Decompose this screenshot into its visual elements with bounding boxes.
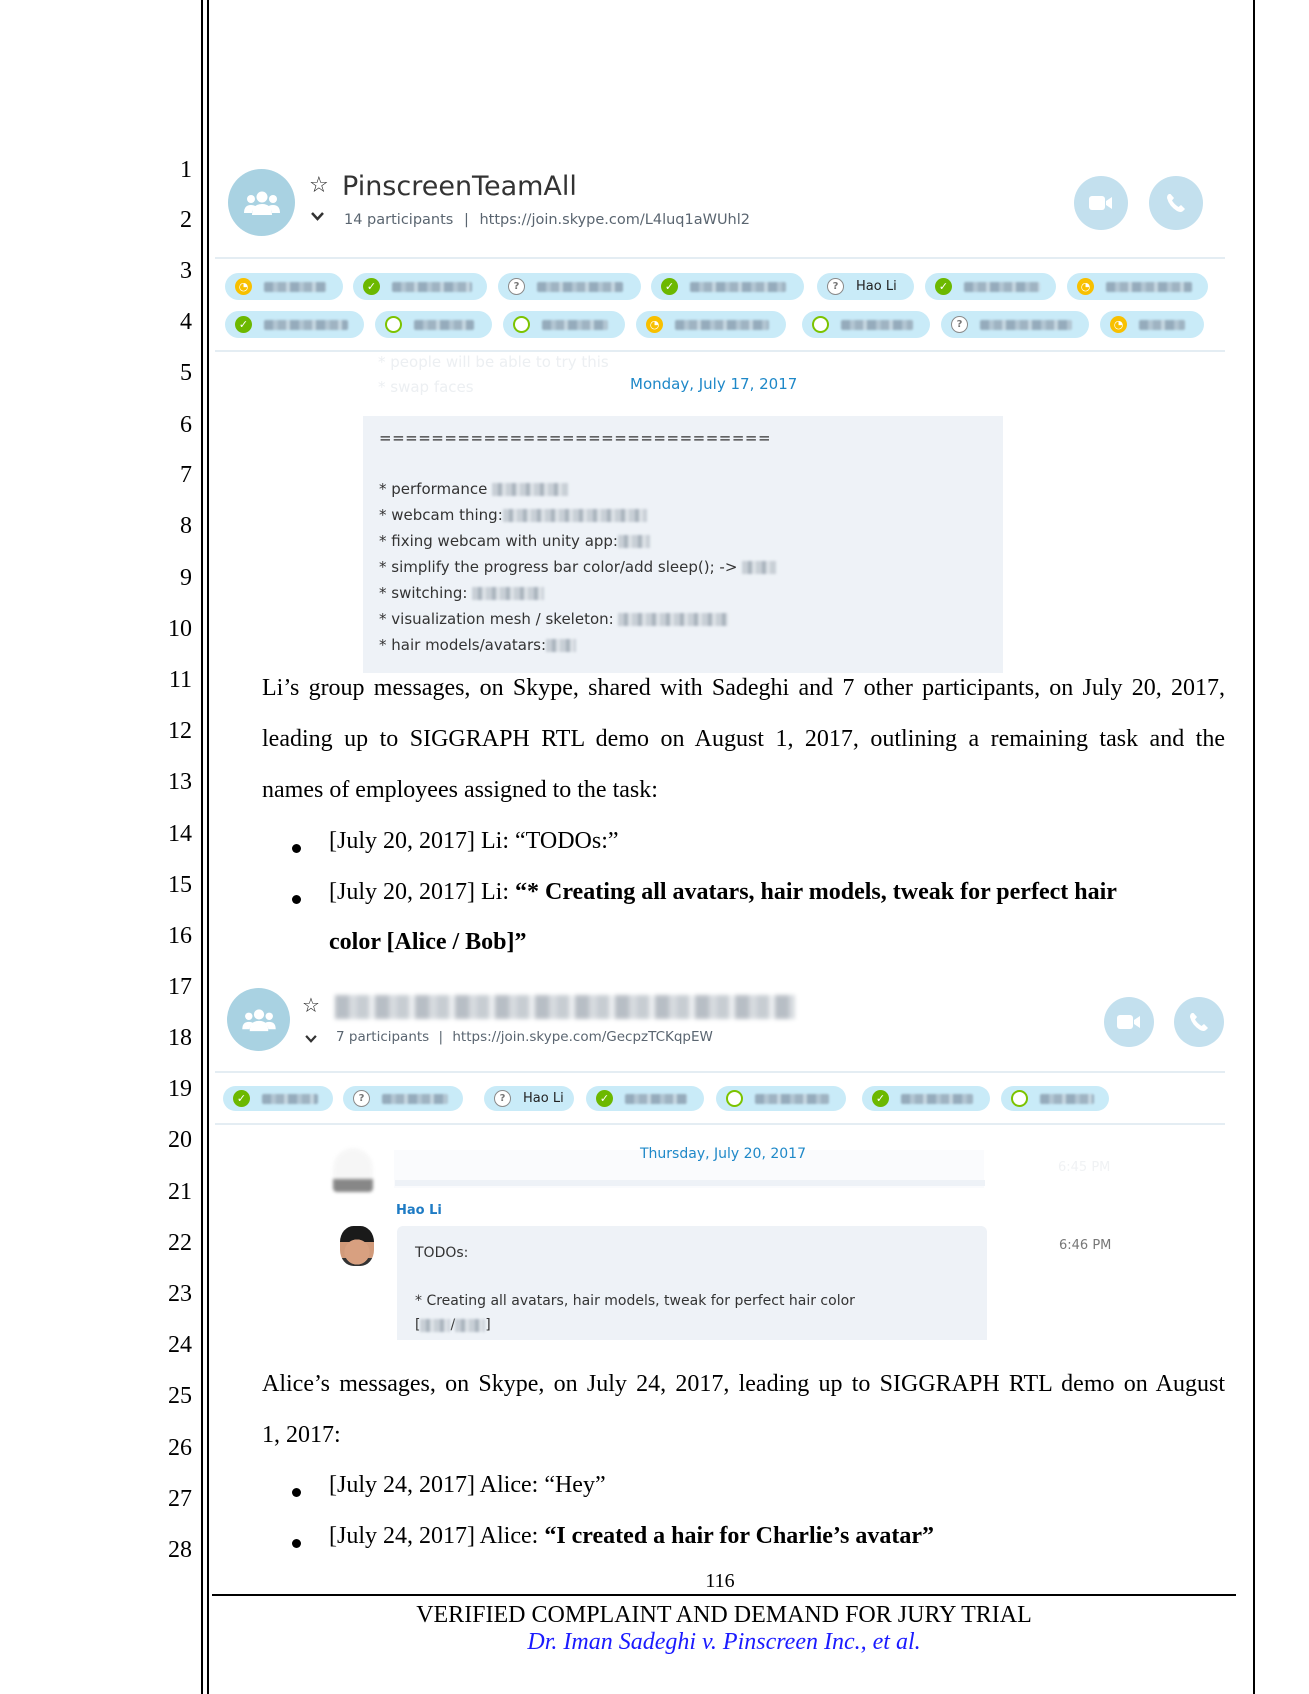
message-item bbox=[379, 506, 647, 524]
redacted-name bbox=[1040, 1094, 1094, 1104]
offline-status-icon bbox=[513, 316, 530, 333]
message-item bbox=[379, 558, 776, 576]
date-separator: Monday, July 17, 2017 bbox=[630, 375, 798, 393]
video-call-icon bbox=[1117, 1015, 1141, 1029]
line-number: 5 bbox=[180, 360, 192, 386]
line-number: 25 bbox=[168, 1383, 192, 1409]
line-number: 20 bbox=[168, 1127, 192, 1153]
video-call-icon bbox=[1089, 196, 1113, 210]
redacted-name bbox=[264, 320, 348, 330]
away-clock-icon: ◔ bbox=[646, 316, 663, 333]
line-number: 6 bbox=[180, 412, 192, 438]
offline-status-icon bbox=[726, 1090, 743, 1107]
participant-chip[interactable] bbox=[941, 311, 1089, 338]
redacted-name bbox=[1139, 320, 1185, 330]
page-number: 116 bbox=[705, 1570, 735, 1592]
line-number: 15 bbox=[168, 872, 192, 898]
away-clock-icon: ◔ bbox=[235, 278, 252, 295]
line-number: 10 bbox=[168, 616, 192, 642]
participant-chip[interactable] bbox=[225, 273, 343, 300]
header-divider bbox=[215, 1071, 1225, 1073]
line-number: 7 bbox=[180, 462, 192, 488]
redacted-name bbox=[264, 282, 326, 292]
phone-call-icon bbox=[1188, 1011, 1210, 1033]
redacted-name bbox=[675, 320, 769, 330]
task-text: * performance bbox=[379, 480, 488, 498]
redacted-name bbox=[542, 320, 608, 330]
redacted-name bbox=[964, 282, 1040, 292]
line-number: 3 bbox=[180, 258, 192, 284]
redacted-assignee bbox=[618, 535, 650, 548]
video-call-button[interactable] bbox=[1074, 176, 1128, 230]
audio-call-button[interactable] bbox=[1149, 176, 1203, 230]
line-number: 4 bbox=[180, 309, 192, 335]
group-icon bbox=[243, 189, 281, 217]
paragraph-line: Alice’s messages, on Skype, on July 24, 2017, leading up to SIGGRAPH RTL demo on August bbox=[262, 1371, 1225, 1397]
task-text: * fixing webcam with unity app: bbox=[379, 532, 618, 550]
participant-chip[interactable] bbox=[343, 1086, 463, 1111]
task-text: * switching: bbox=[379, 584, 468, 602]
footer-title: VERIFIED COMPLAINT AND DEMAND FOR JURY TRIAL bbox=[416, 1602, 1032, 1628]
chevron-down-icon bbox=[305, 1035, 317, 1043]
line-number: 22 bbox=[168, 1230, 192, 1256]
online-check-icon: ✓ bbox=[661, 278, 678, 295]
participant-chip[interactable] bbox=[353, 273, 487, 300]
expand-chevron-button[interactable] bbox=[305, 1030, 317, 1048]
redacted-name bbox=[1106, 282, 1192, 292]
redacted-name bbox=[414, 320, 474, 330]
redacted-name bbox=[625, 1094, 687, 1104]
join-link[interactable]: https://join.skype.com/GecpzTCKqpEW bbox=[452, 1029, 713, 1045]
message-item bbox=[379, 480, 568, 498]
participant-count[interactable]: 7 participants bbox=[336, 1029, 430, 1045]
online-check-icon: ✓ bbox=[235, 316, 252, 333]
offline-status-icon bbox=[1011, 1090, 1028, 1107]
unknown-status-icon: ? bbox=[353, 1090, 370, 1107]
redacted-name bbox=[755, 1094, 829, 1104]
participant-chip[interactable] bbox=[503, 311, 625, 338]
bullet-quote-bold: “I created a hair for Charlie’s avatar” bbox=[544, 1523, 935, 1549]
participant-name: Hao Li bbox=[523, 1091, 564, 1106]
line-number: 24 bbox=[168, 1332, 192, 1358]
redacted-assignee bbox=[420, 1319, 450, 1332]
faded-time: 6:45 PM bbox=[1058, 1160, 1111, 1175]
chips-divider bbox=[215, 1123, 1225, 1125]
online-check-icon: ✓ bbox=[596, 1090, 613, 1107]
participant-chip[interactable] bbox=[375, 311, 492, 338]
redacted-assignee bbox=[455, 1319, 485, 1332]
bullet-icon bbox=[292, 1539, 301, 1548]
bullet-prefix: [July 24, 2017] Alice: bbox=[329, 1523, 545, 1549]
unknown-status-icon: ? bbox=[827, 278, 844, 295]
message-time: 6:46 PM bbox=[1059, 1238, 1112, 1253]
task-text: * webcam thing: bbox=[379, 506, 503, 524]
line-number: 1 bbox=[180, 157, 192, 183]
bullet-item bbox=[329, 1524, 934, 1548]
group-icon bbox=[241, 1007, 277, 1033]
conversation-meta bbox=[344, 212, 750, 228]
conversation-title: PinscreenTeamAll bbox=[342, 171, 577, 202]
message-bubble bbox=[363, 416, 1003, 673]
line-number: 16 bbox=[168, 923, 192, 949]
redacted-name bbox=[690, 282, 786, 292]
redacted-assignee bbox=[618, 613, 728, 626]
offline-status-icon bbox=[812, 316, 829, 333]
bullet-quote-bold: “* Creating all avatars, hair models, tweak for perfect hair bbox=[515, 879, 1117, 905]
line-number: 21 bbox=[168, 1179, 192, 1205]
video-call-button[interactable] bbox=[1104, 997, 1154, 1047]
faded-bubble-edge bbox=[395, 1180, 985, 1186]
meta-separator: | bbox=[463, 212, 469, 228]
participant-chip[interactable] bbox=[223, 1086, 333, 1111]
redacted-assignee bbox=[472, 587, 544, 600]
online-check-icon: ✓ bbox=[935, 278, 952, 295]
away-clock-icon: ◔ bbox=[1077, 278, 1094, 295]
participant-chip[interactable] bbox=[716, 1086, 846, 1111]
line-number: 17 bbox=[168, 974, 192, 1000]
participant-chip[interactable] bbox=[802, 311, 930, 338]
bullet-icon bbox=[292, 1488, 301, 1497]
task-text: * visualization mesh / skeleton: bbox=[379, 610, 614, 628]
bullet-item-continuation bbox=[329, 930, 527, 954]
redacted-assignee bbox=[546, 639, 576, 652]
paragraph-line: Li’s group messages, on Skype, shared with Sadeghi and 7 other participants, on July 20, 2017, bbox=[262, 675, 1225, 701]
message-separator-line: ============================== bbox=[379, 429, 772, 447]
bullet-quote: “TODOs:” bbox=[515, 828, 619, 854]
line-number: 19 bbox=[168, 1076, 192, 1102]
bullet-quote: “Hey” bbox=[544, 1472, 606, 1498]
chevron-down-icon bbox=[311, 212, 324, 221]
participant-chip[interactable] bbox=[651, 273, 804, 300]
conversation-meta bbox=[336, 1029, 713, 1045]
message-item bbox=[379, 610, 728, 628]
redacted-name bbox=[392, 282, 472, 292]
message-line bbox=[415, 1317, 491, 1333]
participant-chip[interactable] bbox=[1100, 311, 1204, 338]
line-number: 26 bbox=[168, 1435, 192, 1461]
line-number: 28 bbox=[168, 1537, 192, 1563]
unknown-status-icon: ? bbox=[494, 1090, 511, 1107]
participant-chip-hao-li[interactable] bbox=[817, 273, 914, 300]
group-avatar bbox=[227, 988, 290, 1051]
bullet-item bbox=[329, 880, 1117, 904]
bullet-prefix: [July 20, 2017] Li: bbox=[329, 828, 515, 854]
paragraph-line: names of employees assigned to the task: bbox=[262, 777, 658, 803]
chips-divider bbox=[215, 350, 1225, 352]
conversation-title-redacted bbox=[335, 995, 795, 1019]
line-number: 9 bbox=[180, 565, 192, 591]
footer-case-caption: Dr. Iman Sadeghi v. Pinscreen Inc., et al. bbox=[527, 1629, 921, 1655]
unknown-status-icon: ? bbox=[951, 316, 968, 333]
message-line: * Creating all avatars, hair models, tweak for perfect hair color bbox=[415, 1293, 855, 1309]
join-link[interactable]: https://join.skype.com/L4luq1aWUhl2 bbox=[479, 212, 751, 228]
message-item bbox=[379, 636, 576, 654]
unknown-status-icon: ? bbox=[508, 278, 525, 295]
online-check-icon: ✓ bbox=[872, 1090, 889, 1107]
line-number: 18 bbox=[168, 1025, 192, 1051]
sender-avatar[interactable] bbox=[340, 1226, 374, 1266]
message-line: TODOs: bbox=[415, 1245, 469, 1261]
right-margin-rule bbox=[1253, 0, 1255, 1694]
date-separator: Thursday, July 20, 2017 bbox=[640, 1146, 806, 1162]
redacted-name bbox=[382, 1094, 448, 1104]
redacted-name bbox=[901, 1094, 973, 1104]
bullet-quote-bold: color [Alice / Bob]” bbox=[329, 929, 527, 955]
line-number: 2 bbox=[180, 207, 192, 233]
bullet-prefix: [July 24, 2017] Alice: bbox=[329, 1472, 545, 1498]
participant-chip[interactable] bbox=[225, 311, 364, 338]
task-text: * simplify the progress bar color/add sleep(); -> bbox=[379, 558, 738, 576]
redacted-assignee bbox=[503, 509, 647, 522]
bullet-icon bbox=[292, 844, 301, 853]
participant-chip[interactable] bbox=[925, 273, 1056, 300]
paragraph-line: 1, 2017: bbox=[262, 1422, 341, 1448]
audio-call-button[interactable] bbox=[1174, 997, 1224, 1047]
participant-count[interactable]: 14 participants bbox=[344, 212, 454, 228]
bullet-prefix: [July 20, 2017] Li: bbox=[329, 879, 515, 905]
participant-chip[interactable] bbox=[586, 1086, 704, 1111]
participant-chip[interactable] bbox=[1067, 273, 1208, 300]
redacted-name bbox=[841, 320, 913, 330]
bracket-close: ] bbox=[485, 1317, 491, 1333]
header-divider bbox=[215, 257, 1225, 259]
expand-chevron-button[interactable] bbox=[311, 210, 324, 225]
online-check-icon: ✓ bbox=[363, 278, 380, 295]
participant-chip[interactable] bbox=[498, 273, 641, 300]
group-avatar bbox=[228, 169, 295, 236]
line-number: 12 bbox=[168, 718, 192, 744]
line-number: 23 bbox=[168, 1281, 192, 1307]
left-margin-rule-inner bbox=[207, 0, 209, 1694]
line-number: 14 bbox=[168, 821, 192, 847]
slash-separator: / bbox=[450, 1317, 456, 1333]
participant-chip-hao-li[interactable] bbox=[484, 1086, 574, 1111]
favorite-star-button[interactable]: ☆ bbox=[309, 173, 329, 198]
message-bubble bbox=[397, 1226, 987, 1340]
participant-chip[interactable] bbox=[1001, 1086, 1109, 1111]
line-number: 11 bbox=[168, 667, 192, 693]
redacted-assignee bbox=[742, 561, 776, 574]
faded-previous-line: * swap faces bbox=[378, 378, 474, 396]
away-clock-icon: ◔ bbox=[1110, 316, 1127, 333]
line-number: 8 bbox=[180, 513, 192, 539]
redacted-name bbox=[537, 282, 623, 292]
bullet-item bbox=[329, 829, 619, 853]
redacted-name bbox=[980, 320, 1072, 330]
paragraph-line: leading up to SIGGRAPH RTL demo on August 1, 2017, outlining a remaining task and the bbox=[262, 726, 1225, 752]
bullet-icon bbox=[292, 895, 301, 904]
left-margin-rule-outer bbox=[201, 0, 203, 1694]
redacted-name bbox=[262, 1094, 318, 1104]
footer-rule bbox=[212, 1594, 1236, 1596]
online-check-icon: ✓ bbox=[233, 1090, 250, 1107]
line-number: 27 bbox=[168, 1486, 192, 1512]
faded-previous-line: * people will be able to try this bbox=[378, 353, 609, 371]
favorite-star-button[interactable]: ☆ bbox=[302, 993, 320, 1017]
participant-chip[interactable] bbox=[636, 311, 786, 338]
redacted-assignee bbox=[492, 483, 568, 496]
task-text: * hair models/avatars: bbox=[379, 636, 547, 654]
offline-status-icon bbox=[385, 316, 402, 333]
faded-avatar bbox=[333, 1148, 373, 1192]
bracket-open: [ bbox=[415, 1317, 421, 1333]
message-sender[interactable]: Hao Li bbox=[396, 1203, 442, 1218]
participant-name: Hao Li bbox=[856, 279, 897, 294]
line-number: 13 bbox=[168, 769, 192, 795]
participant-chip[interactable] bbox=[862, 1086, 990, 1111]
phone-call-icon bbox=[1165, 192, 1187, 214]
message-item bbox=[379, 532, 650, 550]
message-item bbox=[379, 584, 544, 602]
meta-separator: | bbox=[438, 1029, 444, 1045]
bullet-item bbox=[329, 1473, 606, 1497]
